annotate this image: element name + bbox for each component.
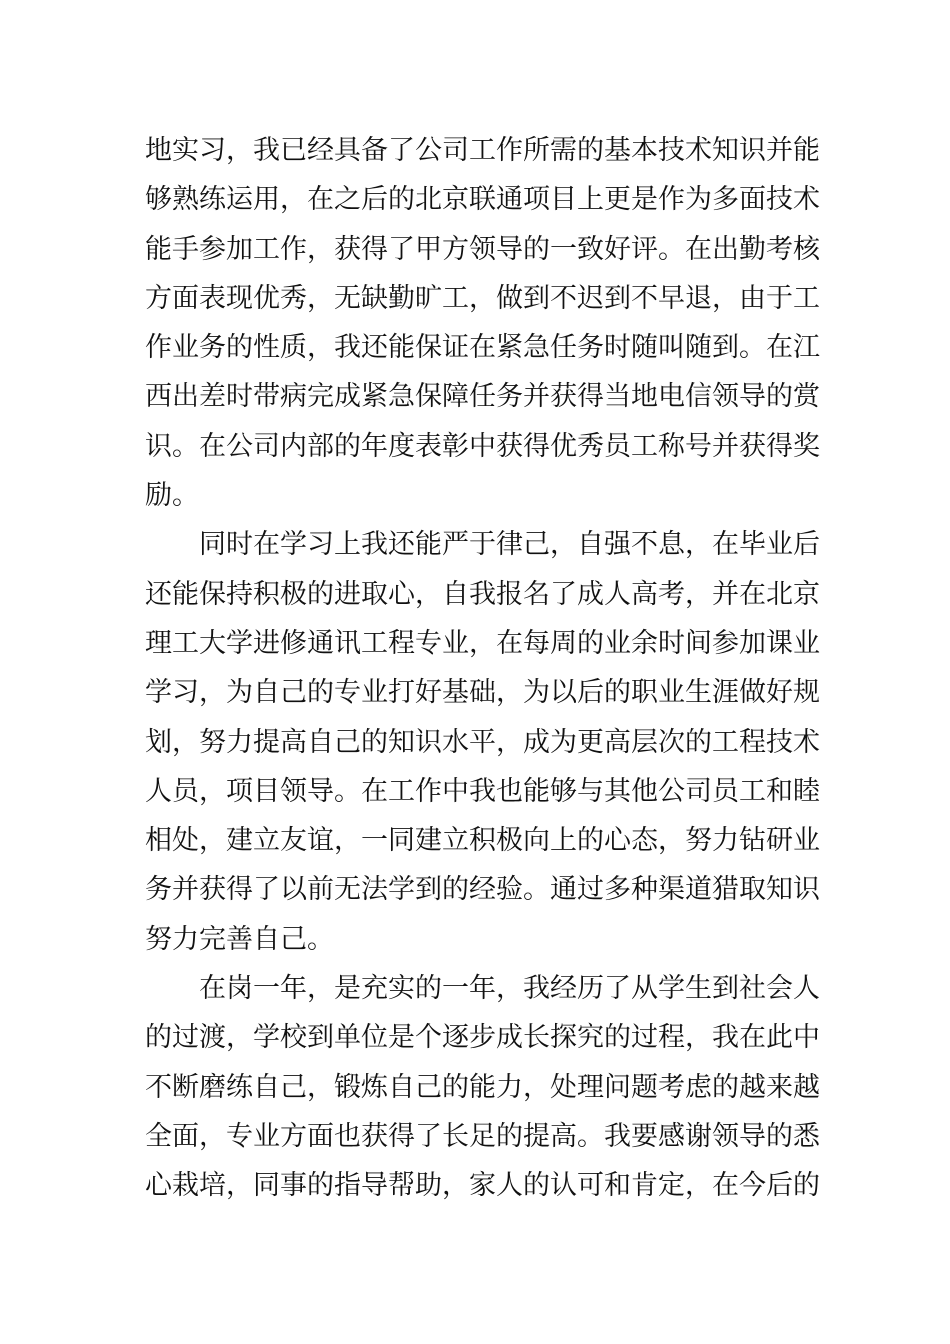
text-line: 够熟练运用，在之后的北京联通项目上更是作为多面技术 <box>145 184 820 216</box>
text-line: 地实习，我已经具备了公司工作所需的基本技术知识并能 <box>145 135 820 166</box>
text-line: 励。 <box>145 480 199 512</box>
paragraph-start-line: 在岗一年，是充实的一年，我经历了从学生到社会人 <box>199 973 820 1005</box>
text-line: 努力完善自己。 <box>145 923 334 955</box>
text-line: 全面，专业方面也获得了长足的提高。我要感谢领导的悉 <box>145 1120 820 1152</box>
text-line: 相处，建立友谊，一同建立积极向上的心态，努力钻研业 <box>145 825 820 857</box>
text-line: 的过渡，学校到单位是个逐步成长探究的过程，我在此中 <box>145 1022 820 1054</box>
text-line: 不断磨练自己，锻炼自己的能力，处理问题考虑的越来越 <box>145 1071 820 1103</box>
text-line: 心栽培，同事的指导帮助，家人的认可和肯定，在今后的 <box>145 1170 820 1202</box>
text-line: 人员，项目领导。在工作中我也能够与其他公司员工和睦 <box>145 775 820 807</box>
text-line: 理工大学进修通讯工程专业，在每周的业余时间参加课业 <box>145 627 820 659</box>
text-line: 西出差时带病完成紧急保障任务并获得当地电信领导的赏 <box>145 381 820 413</box>
text-line: 能手参加工作，获得了甲方领导的一致好评。在出勤考核 <box>145 233 820 265</box>
body-text <box>145 126 820 1211</box>
text-line: 划，努力提高自己的知识水平，成为更高层次的工程技术 <box>145 726 820 758</box>
text-line: 务并获得了以前无法学到的经验。通过多种渠道猎取知识 <box>145 874 820 906</box>
text-line: 识。在公司内部的年度表彰中获得优秀员工称号并获得奖 <box>145 430 820 462</box>
text-line: 学习，为自己的专业打好基础，为以后的职业生涯做好规 <box>145 677 820 709</box>
paragraph-start-line: 同时在学习上我还能严于律己，自强不息，在毕业后 <box>199 529 820 561</box>
text-line: 作业务的性质，我还能保证在紧急任务时随叫随到。在江 <box>145 332 820 364</box>
text-line: 还能保持积极的进取心，自我报名了成人高考，并在北京 <box>145 578 820 610</box>
text-line: 方面表现优秀，无缺勤旷工，做到不迟到不早退，由于工 <box>145 282 820 314</box>
